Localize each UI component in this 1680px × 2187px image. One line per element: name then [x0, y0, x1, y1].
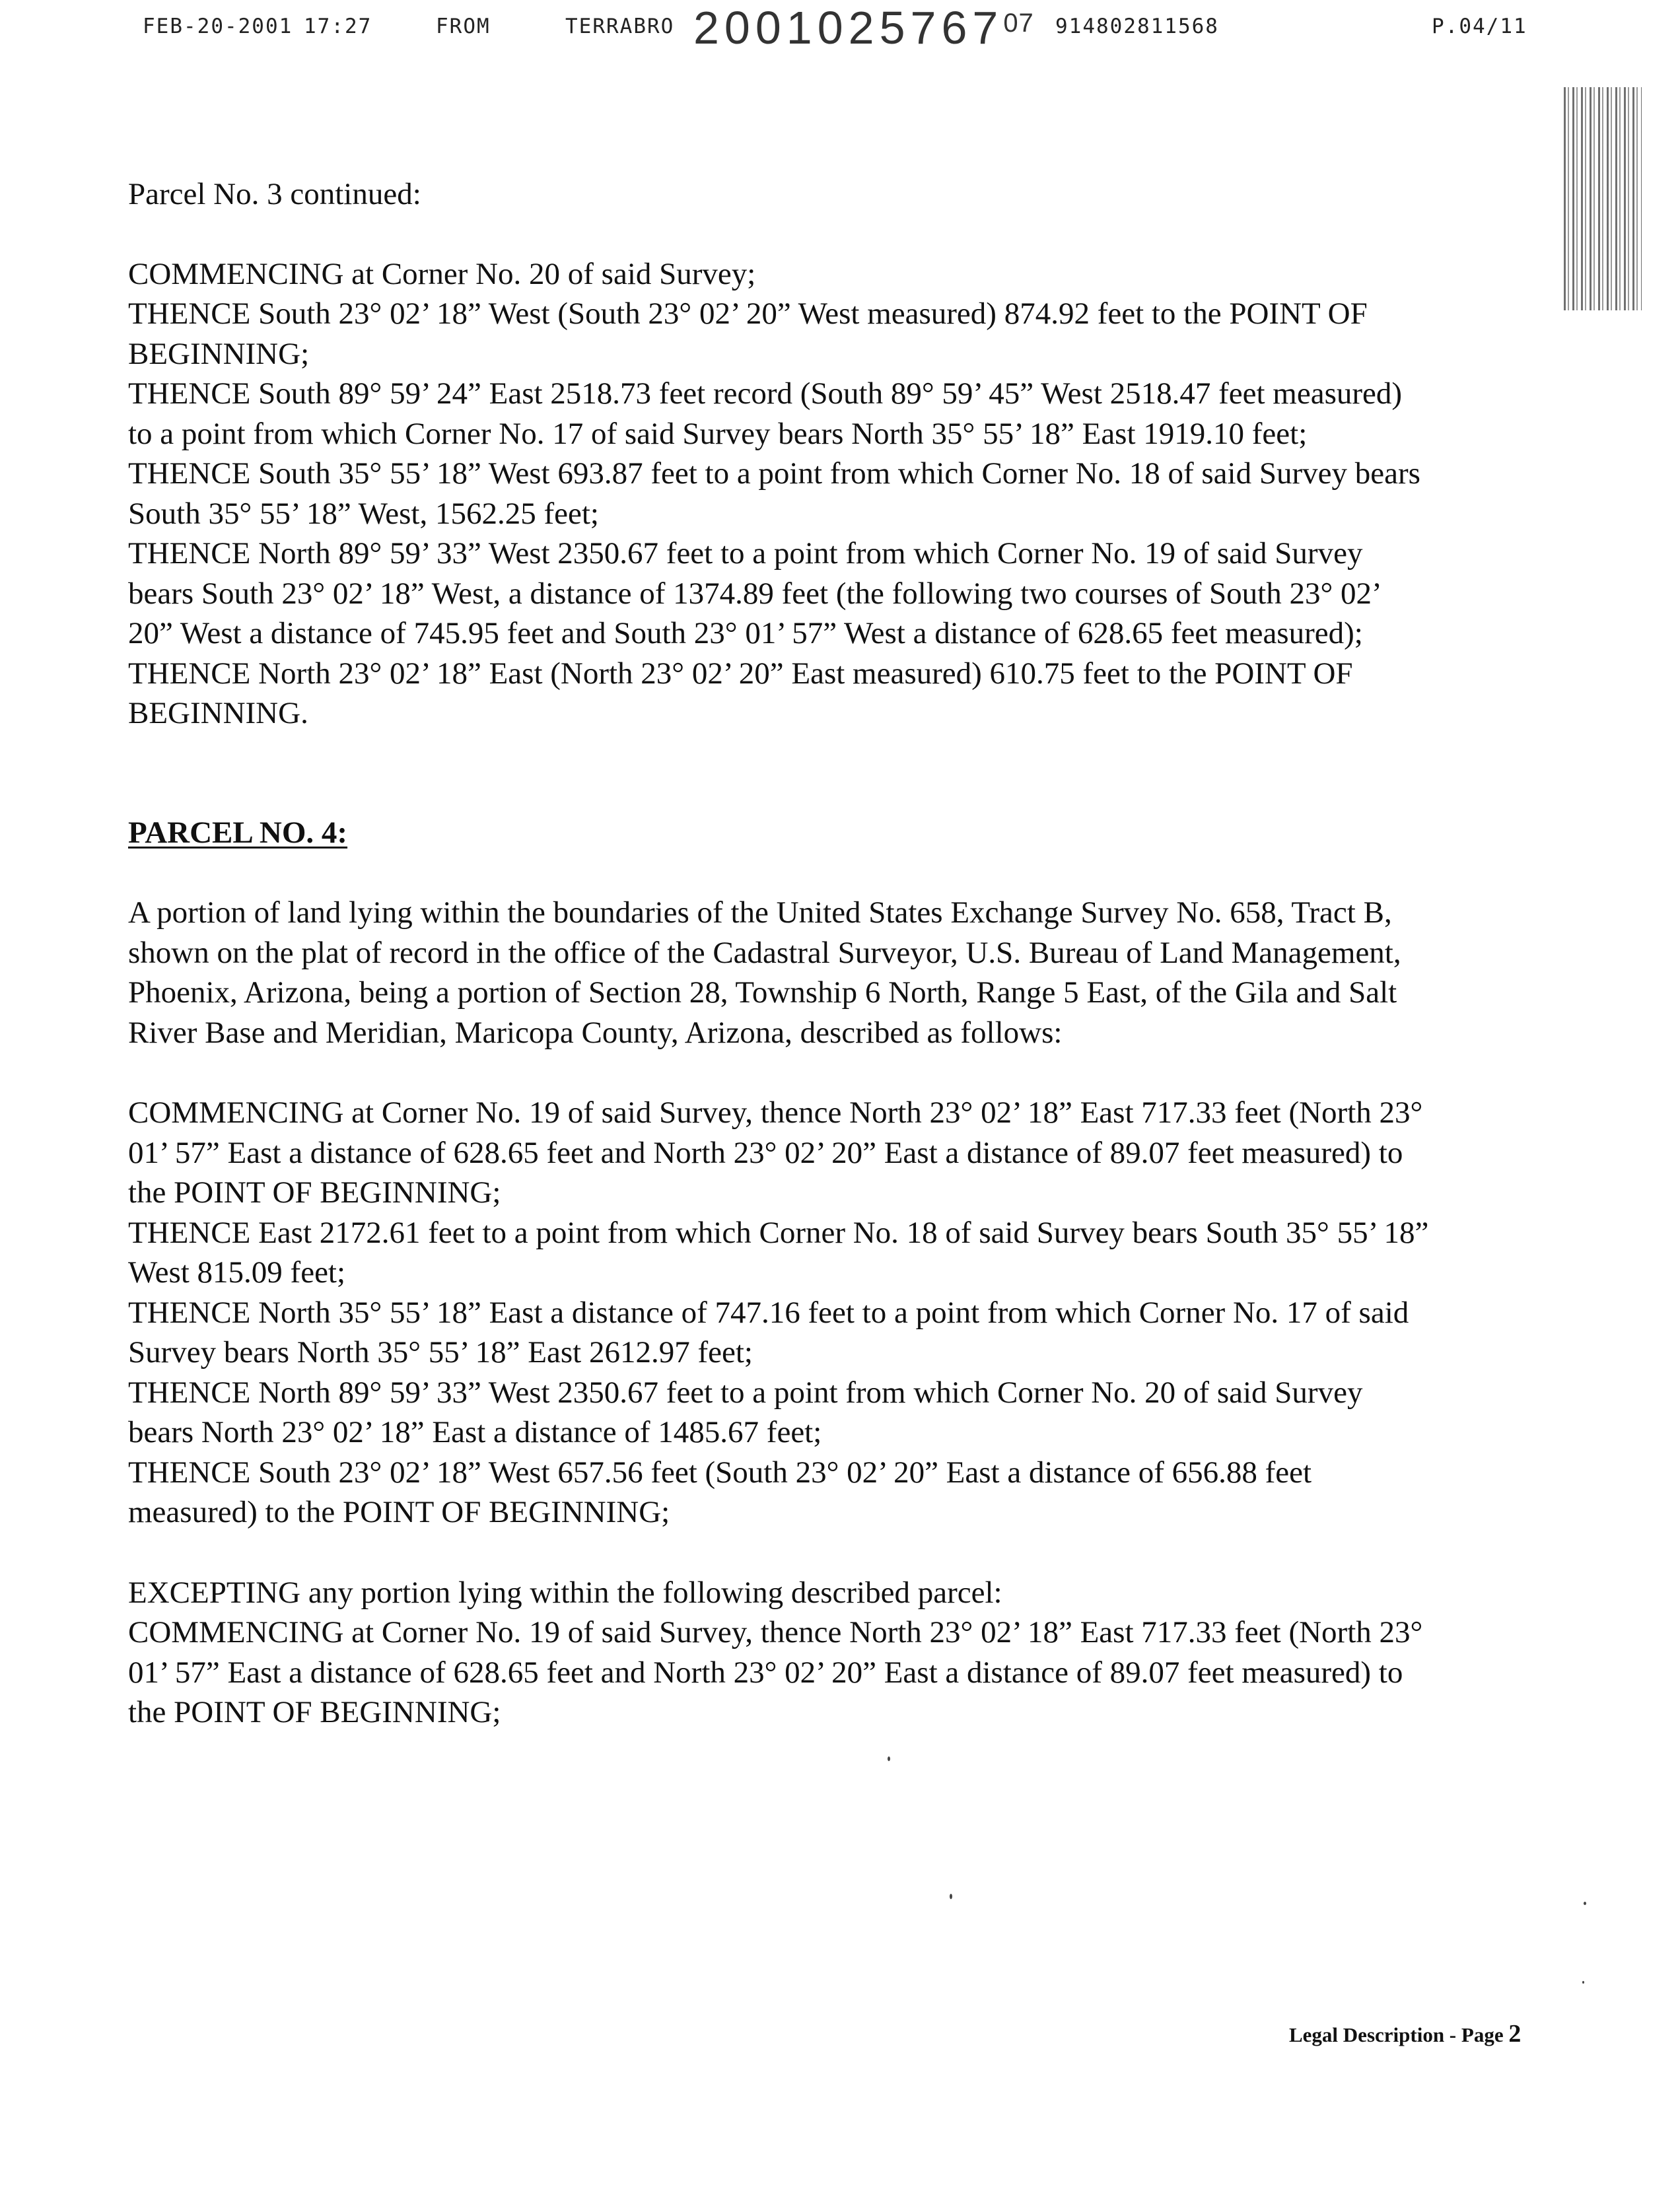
- fax-time: 17:27: [304, 15, 372, 38]
- fax-from-label: FROM: [436, 15, 491, 38]
- text-line: the POINT OF BEGINNING;: [128, 1175, 501, 1210]
- text-line: THENCE North 89° 59’ 33” West 2350.67 feet to a point from which Corner No. 20 of said Survey: [128, 1375, 1363, 1410]
- text-line: THENCE North 89° 59’ 33” West 2350.67 feet to a point from which Corner No. 19 of said Survey: [128, 536, 1363, 571]
- text-line: COMMENCING at Corner No. 19 of said Survey, thence North 23° 02’ 18” East 717.33 feet (North 23°: [128, 1615, 1423, 1649]
- text-line: Phoenix, Arizona, being a portion of Section 28, Township 6 North, Range 5 East, of the Gila and Salt: [128, 975, 1397, 1010]
- text-line: BEGINNING.: [128, 696, 308, 730]
- scan-speck: [950, 1894, 952, 1899]
- page-footer: [1289, 2019, 1521, 2048]
- text-line: EXCEPTING any portion lying within the following described parcel:: [128, 1575, 1002, 1610]
- text-line: THENCE North 23° 02’ 18” East (North 23° 02’ 20” East measured) 610.75 feet to the POINT OF: [128, 656, 1353, 691]
- legal-description-body: [128, 174, 1555, 1733]
- footer-label: Legal Description - Page: [1289, 2023, 1504, 2046]
- barcode-stamp: [1564, 87, 1642, 310]
- text-line: bears North 23° 02’ 18” East a distance of 1485.67 feet;: [128, 1415, 822, 1449]
- text-line: THENCE South 35° 55’ 18” West 693.87 feet to a point from which Corner No. 18 of said Survey bears: [128, 456, 1420, 491]
- recording-number-main: 2001025767: [693, 2, 1004, 53]
- recording-number-suffix: 07: [1003, 9, 1034, 38]
- exception-clause: [128, 1573, 1555, 1733]
- text-line: West 815.09 feet;: [128, 1255, 346, 1290]
- fax-phone: 914802811568: [1055, 15, 1219, 38]
- text-line: Survey bears North 35° 55’ 18” East 2612.97 feet;: [128, 1335, 753, 1370]
- text-line: 20” West a distance of 745.95 feet and South 23° 01’ 57” West a distance of 628.65 feet measured);: [128, 616, 1363, 650]
- text-line: to a point from which Corner No. 17 of said Survey bears North 35° 55’ 18” East 1919.10 feet;: [128, 416, 1308, 451]
- text-line: the POINT OF BEGINNING;: [128, 1695, 501, 1729]
- text-line: COMMENCING at Corner No. 20 of said Survey;: [128, 256, 756, 291]
- text-line: COMMENCING at Corner No. 19 of said Survey, thence North 23° 02’ 18” East 717.33 feet (North 23°: [128, 1095, 1423, 1130]
- text-line: River Base and Meridian, Maricopa County, Arizona, described as follows:: [128, 1015, 1063, 1050]
- parcel-4-intro: [128, 893, 1555, 1053]
- text-line: THENCE South 23° 02’ 18” West 657.56 feet (South 23° 02’ 20” East a distance of 656.88 feet: [128, 1455, 1312, 1490]
- recording-number: [693, 1, 1034, 54]
- parcel-3-courses: [128, 254, 1555, 734]
- text-line: A portion of land lying within the boundaries of the United States Exchange Survey No. 658, Tract B,: [128, 895, 1392, 930]
- text-line: shown on the plat of record in the office of the Cadastral Surveyor, U.S. Bureau of Land Management,: [128, 935, 1401, 970]
- text-line: measured) to the POINT OF BEGINNING;: [128, 1495, 670, 1529]
- text-line: THENCE East 2172.61 feet to a point from which Corner No. 18 of said Survey bears South 35° 55’ 18”: [128, 1215, 1429, 1250]
- text-line: 01’ 57” East a distance of 628.65 feet and North 23° 02’ 20” East a distance of 89.07 feet measured) to: [128, 1655, 1403, 1690]
- text-line: BEGINNING;: [128, 336, 310, 371]
- fax-page-count: P.04/11: [1432, 15, 1527, 38]
- parcel-4-heading: PARCEL NO. 4:: [128, 815, 348, 850]
- text-line: South 35° 55’ 18” West, 1562.25 feet;: [128, 496, 599, 531]
- fax-date: FEB-20-2001: [143, 15, 293, 38]
- text-line: THENCE North 35° 55’ 18” East a distance of 747.16 feet to a point from which Corner No. 17 of said: [128, 1295, 1409, 1330]
- fax-header: [0, 2, 1680, 62]
- text-line: THENCE South 23° 02’ 18” West (South 23° 02’ 20” West measured) 874.92 feet to the POINT OF: [128, 296, 1368, 331]
- text-line: THENCE South 89° 59’ 24” East 2518.73 feet record (South 89° 59’ 45” West 2518.47 feet measured): [128, 376, 1403, 411]
- text-line: bears South 23° 02’ 18” West, a distance of 1374.89 feet (the following two courses of South 23° 02’: [128, 576, 1382, 611]
- footer-page-number: 2: [1508, 2020, 1522, 2048]
- parcel-3-heading: Parcel No. 3 continued:: [128, 177, 421, 211]
- scan-speck: [888, 1756, 890, 1761]
- parcel-4-courses: [128, 1093, 1555, 1533]
- text-line: 01’ 57” East a distance of 628.65 feet and North 23° 02’ 20” East a distance of 89.07 feet measured) to: [128, 1135, 1403, 1170]
- scan-speck: [1582, 1981, 1584, 1984]
- fax-sender: TERRABRO: [565, 15, 675, 38]
- scan-speck: [1584, 1902, 1586, 1905]
